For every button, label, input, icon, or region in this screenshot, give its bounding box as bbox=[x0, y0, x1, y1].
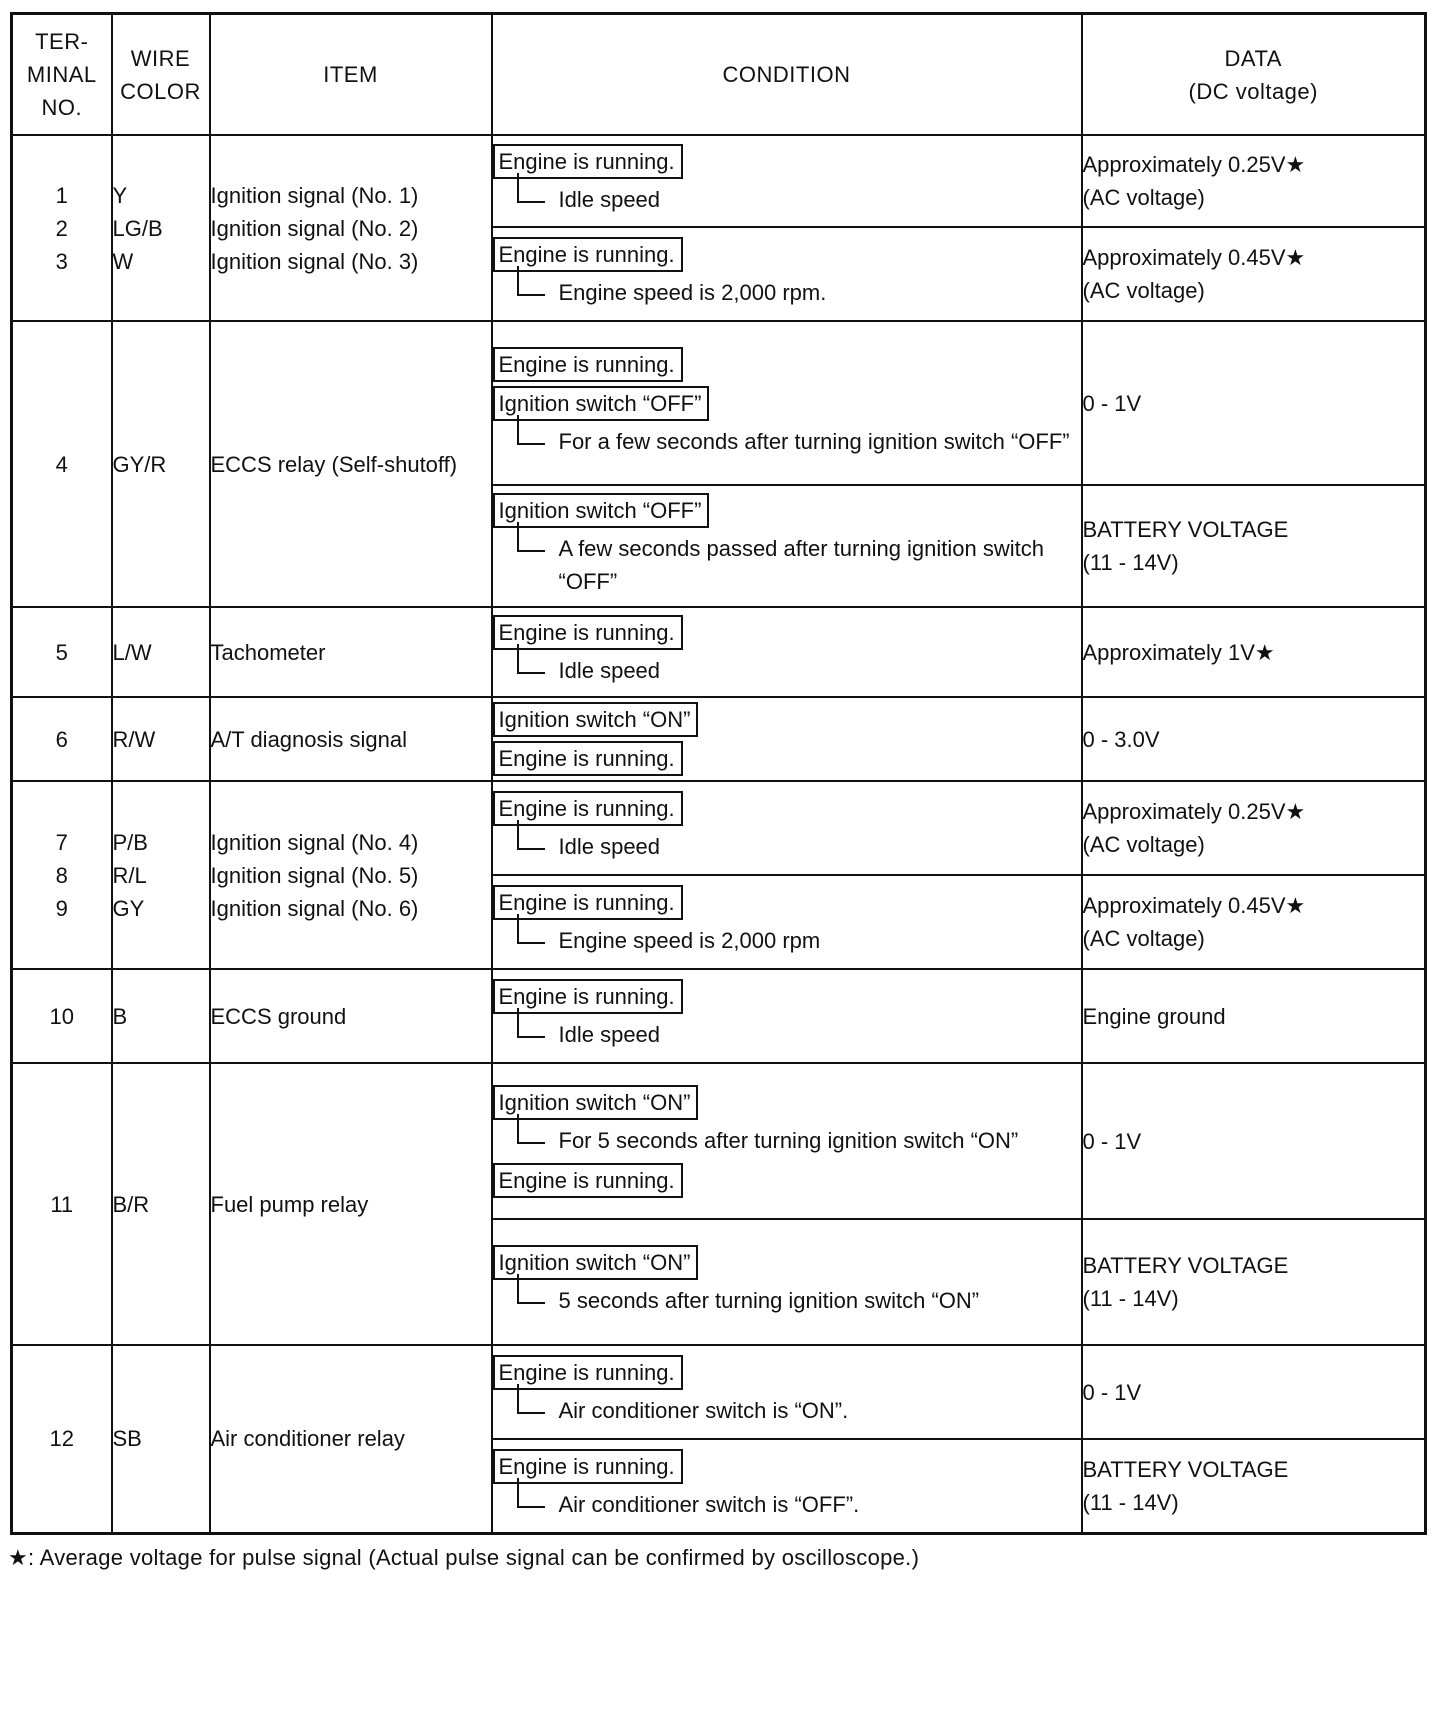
data-value: Approximately 0.25V★ bbox=[1082, 799, 1306, 824]
condition-boxed-label: Engine is running. bbox=[493, 144, 683, 179]
condition-boxed-label: Engine is running. bbox=[493, 1163, 683, 1198]
item-name: Ignition signal (No. 5) bbox=[210, 862, 419, 888]
branch-connector-icon bbox=[517, 644, 545, 674]
condition-state bbox=[493, 739, 1081, 778]
branch-connector-icon bbox=[517, 173, 545, 203]
wire-color: B/R bbox=[112, 1191, 150, 1217]
wire-color: W bbox=[112, 248, 134, 274]
condition-substep bbox=[493, 1018, 1081, 1051]
item-cell bbox=[210, 969, 492, 1063]
condition-substep bbox=[493, 183, 1081, 216]
branch-connector-icon bbox=[517, 1478, 545, 1508]
terminal-number-cell bbox=[12, 969, 112, 1063]
data-value-cell bbox=[1082, 875, 1426, 969]
condition-cell bbox=[492, 1063, 1082, 1219]
condition-cell bbox=[492, 135, 1082, 227]
data-value-cell bbox=[1082, 781, 1426, 875]
condition-state bbox=[493, 1243, 1081, 1282]
branch-connector-icon bbox=[517, 820, 545, 850]
item-name: ECCS ground bbox=[210, 1003, 347, 1029]
terminal-number: 2 bbox=[55, 215, 68, 241]
wire-color-cell bbox=[112, 135, 210, 321]
condition-substep-text: Engine speed is 2,000 rpm bbox=[558, 928, 821, 953]
condition-state bbox=[493, 142, 1081, 181]
wire-color: GY bbox=[112, 895, 145, 921]
branch-connector-icon bbox=[517, 1384, 545, 1414]
condition-substep bbox=[493, 276, 1081, 309]
condition-substep bbox=[493, 532, 1081, 598]
condition-substep bbox=[493, 830, 1081, 863]
data-value-cell bbox=[1082, 1439, 1426, 1533]
wire-color: R/W bbox=[112, 726, 156, 752]
terminal-number: 9 bbox=[55, 895, 68, 921]
condition-substep bbox=[493, 1284, 1081, 1317]
data-value-cell bbox=[1082, 1063, 1426, 1219]
condition-state bbox=[493, 1161, 1081, 1200]
data-value: Approximately 1V★ bbox=[1082, 639, 1275, 665]
terminal-number: 7 bbox=[55, 829, 68, 855]
data-value-cell bbox=[1082, 607, 1426, 697]
data-value: Approximately 0.45V★ bbox=[1082, 893, 1306, 918]
condition-state bbox=[493, 1353, 1081, 1392]
table-row bbox=[12, 697, 1426, 781]
item-name: Ignition signal (No. 2) bbox=[210, 215, 419, 241]
data-value-cell bbox=[1082, 1345, 1426, 1439]
condition-boxed-label: Engine is running. bbox=[493, 237, 683, 272]
branch-connector-icon bbox=[517, 914, 545, 944]
wire-color: R/L bbox=[112, 862, 147, 888]
data-value-cell bbox=[1082, 321, 1426, 485]
condition-boxed-label: Engine is running. bbox=[493, 979, 683, 1014]
condition-cell bbox=[492, 875, 1082, 969]
terminal-table-sheet bbox=[10, 12, 1424, 1573]
data-value: BATTERY VOLTAGE bbox=[1082, 1456, 1289, 1482]
condition-cell bbox=[492, 1219, 1082, 1345]
data-value-cell bbox=[1082, 485, 1426, 607]
item-name: Fuel pump relay bbox=[210, 1191, 369, 1217]
condition-state bbox=[493, 1447, 1081, 1486]
condition-substep-text: A few seconds passed after turning ignition switch “OFF” bbox=[558, 535, 1044, 594]
data-value-cell bbox=[1082, 227, 1426, 321]
item-name: Tachometer bbox=[210, 639, 326, 665]
data-value: 0 - 1V bbox=[1082, 390, 1142, 416]
condition-cell bbox=[492, 227, 1082, 321]
ecu-terminal-table bbox=[10, 12, 1427, 1535]
data-value: (AC voltage) bbox=[1082, 185, 1205, 210]
table-row bbox=[12, 321, 1426, 485]
data-value: (AC voltage) bbox=[1082, 832, 1205, 857]
data-value: Engine ground bbox=[1082, 1003, 1226, 1029]
data-value: Approximately 0.45V★ bbox=[1082, 245, 1306, 270]
table-body bbox=[12, 135, 1426, 1533]
terminal-number: 11 bbox=[50, 1191, 74, 1217]
data-value-cell bbox=[1082, 135, 1426, 227]
condition-boxed-label: Engine is running. bbox=[493, 1449, 683, 1484]
item-cell bbox=[210, 1063, 492, 1345]
table-row bbox=[12, 1345, 1426, 1439]
condition-cell bbox=[492, 1439, 1082, 1533]
condition-state bbox=[493, 384, 1081, 423]
data-value: (11 - 14V) bbox=[1082, 1489, 1179, 1515]
condition-cell bbox=[492, 697, 1082, 781]
wire-color-cell bbox=[112, 697, 210, 781]
condition-state bbox=[493, 1083, 1081, 1122]
terminal-number-cell bbox=[12, 697, 112, 781]
header-condition: CONDITION bbox=[492, 14, 1082, 136]
condition-boxed-label: Engine is running. bbox=[493, 741, 683, 776]
condition-substep bbox=[493, 1124, 1081, 1157]
item-name: Ignition signal (No. 4) bbox=[210, 829, 419, 855]
terminal-number: 8 bbox=[55, 862, 68, 888]
condition-substep-text: For 5 seconds after turning ignition switch “ON” bbox=[558, 1127, 1019, 1153]
item-cell bbox=[210, 781, 492, 969]
terminal-number: 1 bbox=[55, 182, 68, 208]
header-wire-color: WIRE COLOR bbox=[112, 14, 210, 136]
condition-substep-text: 5 seconds after turning ignition switch “ON” bbox=[558, 1288, 980, 1313]
item-cell bbox=[210, 135, 492, 321]
item-name: Ignition signal (No. 1) bbox=[210, 182, 419, 208]
table-row bbox=[12, 607, 1426, 697]
terminal-number: 10 bbox=[49, 1003, 74, 1029]
terminal-number: 4 bbox=[55, 451, 68, 477]
branch-connector-icon bbox=[517, 266, 545, 296]
item-cell bbox=[210, 697, 492, 781]
condition-substep-text: Idle speed bbox=[558, 658, 661, 683]
terminal-number: 12 bbox=[49, 1426, 74, 1452]
condition-substep bbox=[493, 924, 1081, 957]
table-header-row bbox=[12, 14, 1426, 136]
branch-connector-icon bbox=[517, 522, 545, 552]
condition-cell bbox=[492, 969, 1082, 1063]
wire-color-cell bbox=[112, 607, 210, 697]
condition-substep bbox=[493, 1488, 1081, 1521]
data-value: 0 - 3.0V bbox=[1082, 726, 1160, 752]
wire-color-cell bbox=[112, 969, 210, 1063]
condition-state bbox=[493, 235, 1081, 274]
condition-cell bbox=[492, 321, 1082, 485]
data-value: (AC voltage) bbox=[1082, 926, 1205, 951]
condition-substep bbox=[493, 425, 1081, 458]
terminal-number-cell bbox=[12, 135, 112, 321]
terminal-number: 6 bbox=[55, 726, 68, 752]
data-value: (AC voltage) bbox=[1082, 278, 1205, 303]
header-item: ITEM bbox=[210, 14, 492, 136]
data-value: BATTERY VOLTAGE bbox=[1082, 1253, 1289, 1278]
item-cell bbox=[210, 607, 492, 697]
data-value: 0 - 1V bbox=[1082, 1128, 1142, 1154]
terminal-number-cell bbox=[12, 781, 112, 969]
condition-substep bbox=[493, 654, 1081, 687]
header-terminal-no: TER- MINAL NO. bbox=[12, 14, 112, 136]
condition-cell bbox=[492, 1345, 1082, 1439]
condition-substep-text: Air conditioner switch is “ON”. bbox=[558, 1398, 849, 1423]
condition-boxed-label: Ignition switch “ON” bbox=[493, 1085, 699, 1120]
terminal-number: 3 bbox=[55, 248, 68, 274]
wire-color-cell bbox=[112, 1063, 210, 1345]
data-value: (11 - 14V) bbox=[1082, 1286, 1179, 1311]
branch-connector-icon bbox=[517, 415, 545, 445]
data-value: Approximately 0.25V★ bbox=[1082, 152, 1306, 177]
terminal-number: 5 bbox=[55, 639, 68, 665]
condition-substep-text: Air conditioner switch is “OFF”. bbox=[558, 1491, 860, 1517]
wire-color: L/W bbox=[112, 639, 152, 665]
condition-boxed-label: Ignition switch “ON” bbox=[493, 1245, 699, 1280]
item-name: A/T diagnosis signal bbox=[210, 726, 407, 752]
table-row bbox=[12, 1063, 1426, 1219]
condition-state bbox=[493, 789, 1081, 828]
footnote: ★: Average voltage for pulse signal (Actual pulse signal can be confirmed by oscilloscope.) bbox=[8, 1544, 920, 1570]
branch-connector-icon bbox=[517, 1008, 545, 1038]
condition-boxed-label: Engine is running. bbox=[493, 1355, 683, 1390]
condition-state bbox=[493, 700, 1081, 739]
wire-color-cell bbox=[112, 781, 210, 969]
condition-substep-text: Idle speed bbox=[558, 187, 661, 212]
terminal-number-cell bbox=[12, 607, 112, 697]
data-value-cell bbox=[1082, 969, 1426, 1063]
table-row bbox=[12, 135, 1426, 227]
wire-color-cell bbox=[112, 321, 210, 607]
condition-boxed-label: Ignition switch “OFF” bbox=[493, 386, 710, 421]
wire-color: Y bbox=[112, 182, 128, 208]
condition-boxed-label: Engine is running. bbox=[493, 347, 683, 382]
condition-substep bbox=[493, 1394, 1081, 1427]
header-data: DATA (DC voltage) bbox=[1082, 14, 1426, 136]
condition-state bbox=[493, 977, 1081, 1016]
wire-color: SB bbox=[112, 1426, 142, 1452]
condition-substep-text: For a few seconds after turning ignition switch “OFF” bbox=[558, 428, 1070, 454]
wire-color: P/B bbox=[112, 829, 148, 855]
data-value-cell bbox=[1082, 1219, 1426, 1345]
terminal-number-cell bbox=[12, 1063, 112, 1345]
item-cell bbox=[210, 321, 492, 607]
condition-state bbox=[493, 345, 1081, 384]
condition-boxed-label: Engine is running. bbox=[493, 615, 683, 650]
item-name: ECCS relay (Self-shutoff) bbox=[210, 451, 458, 477]
condition-boxed-label: Ignition switch “ON” bbox=[493, 702, 699, 737]
condition-state bbox=[493, 491, 1081, 530]
wire-color: GY/R bbox=[112, 451, 167, 477]
terminal-number-cell bbox=[12, 321, 112, 607]
condition-substep-text: Idle speed bbox=[558, 834, 661, 859]
data-value: BATTERY VOLTAGE bbox=[1082, 517, 1289, 542]
table-row bbox=[12, 781, 1426, 875]
condition-substep-text: Engine speed is 2,000 rpm. bbox=[558, 280, 827, 305]
item-name: Ignition signal (No. 3) bbox=[210, 248, 419, 274]
data-value-cell bbox=[1082, 697, 1426, 781]
table-row bbox=[12, 969, 1426, 1063]
condition-state bbox=[493, 883, 1081, 922]
branch-connector-icon bbox=[517, 1114, 545, 1144]
wire-color: B bbox=[112, 1003, 128, 1029]
item-name: Ignition signal (No. 6) bbox=[210, 895, 419, 921]
condition-cell bbox=[492, 485, 1082, 607]
branch-connector-icon bbox=[517, 1274, 545, 1304]
condition-state bbox=[493, 613, 1081, 652]
condition-boxed-label: Engine is running. bbox=[493, 885, 683, 920]
condition-substep-text: Idle speed bbox=[558, 1022, 661, 1047]
condition-cell bbox=[492, 607, 1082, 697]
data-value: 0 - 1V bbox=[1082, 1379, 1142, 1405]
terminal-number-cell bbox=[12, 1345, 112, 1533]
condition-cell bbox=[492, 781, 1082, 875]
wire-color-cell bbox=[112, 1345, 210, 1533]
condition-boxed-label: Ignition switch “OFF” bbox=[493, 493, 710, 528]
condition-boxed-label: Engine is running. bbox=[493, 791, 683, 826]
wire-color: LG/B bbox=[112, 215, 163, 241]
item-cell bbox=[210, 1345, 492, 1533]
data-value: (11 - 14V) bbox=[1082, 550, 1179, 575]
item-name: Air conditioner relay bbox=[210, 1426, 405, 1452]
